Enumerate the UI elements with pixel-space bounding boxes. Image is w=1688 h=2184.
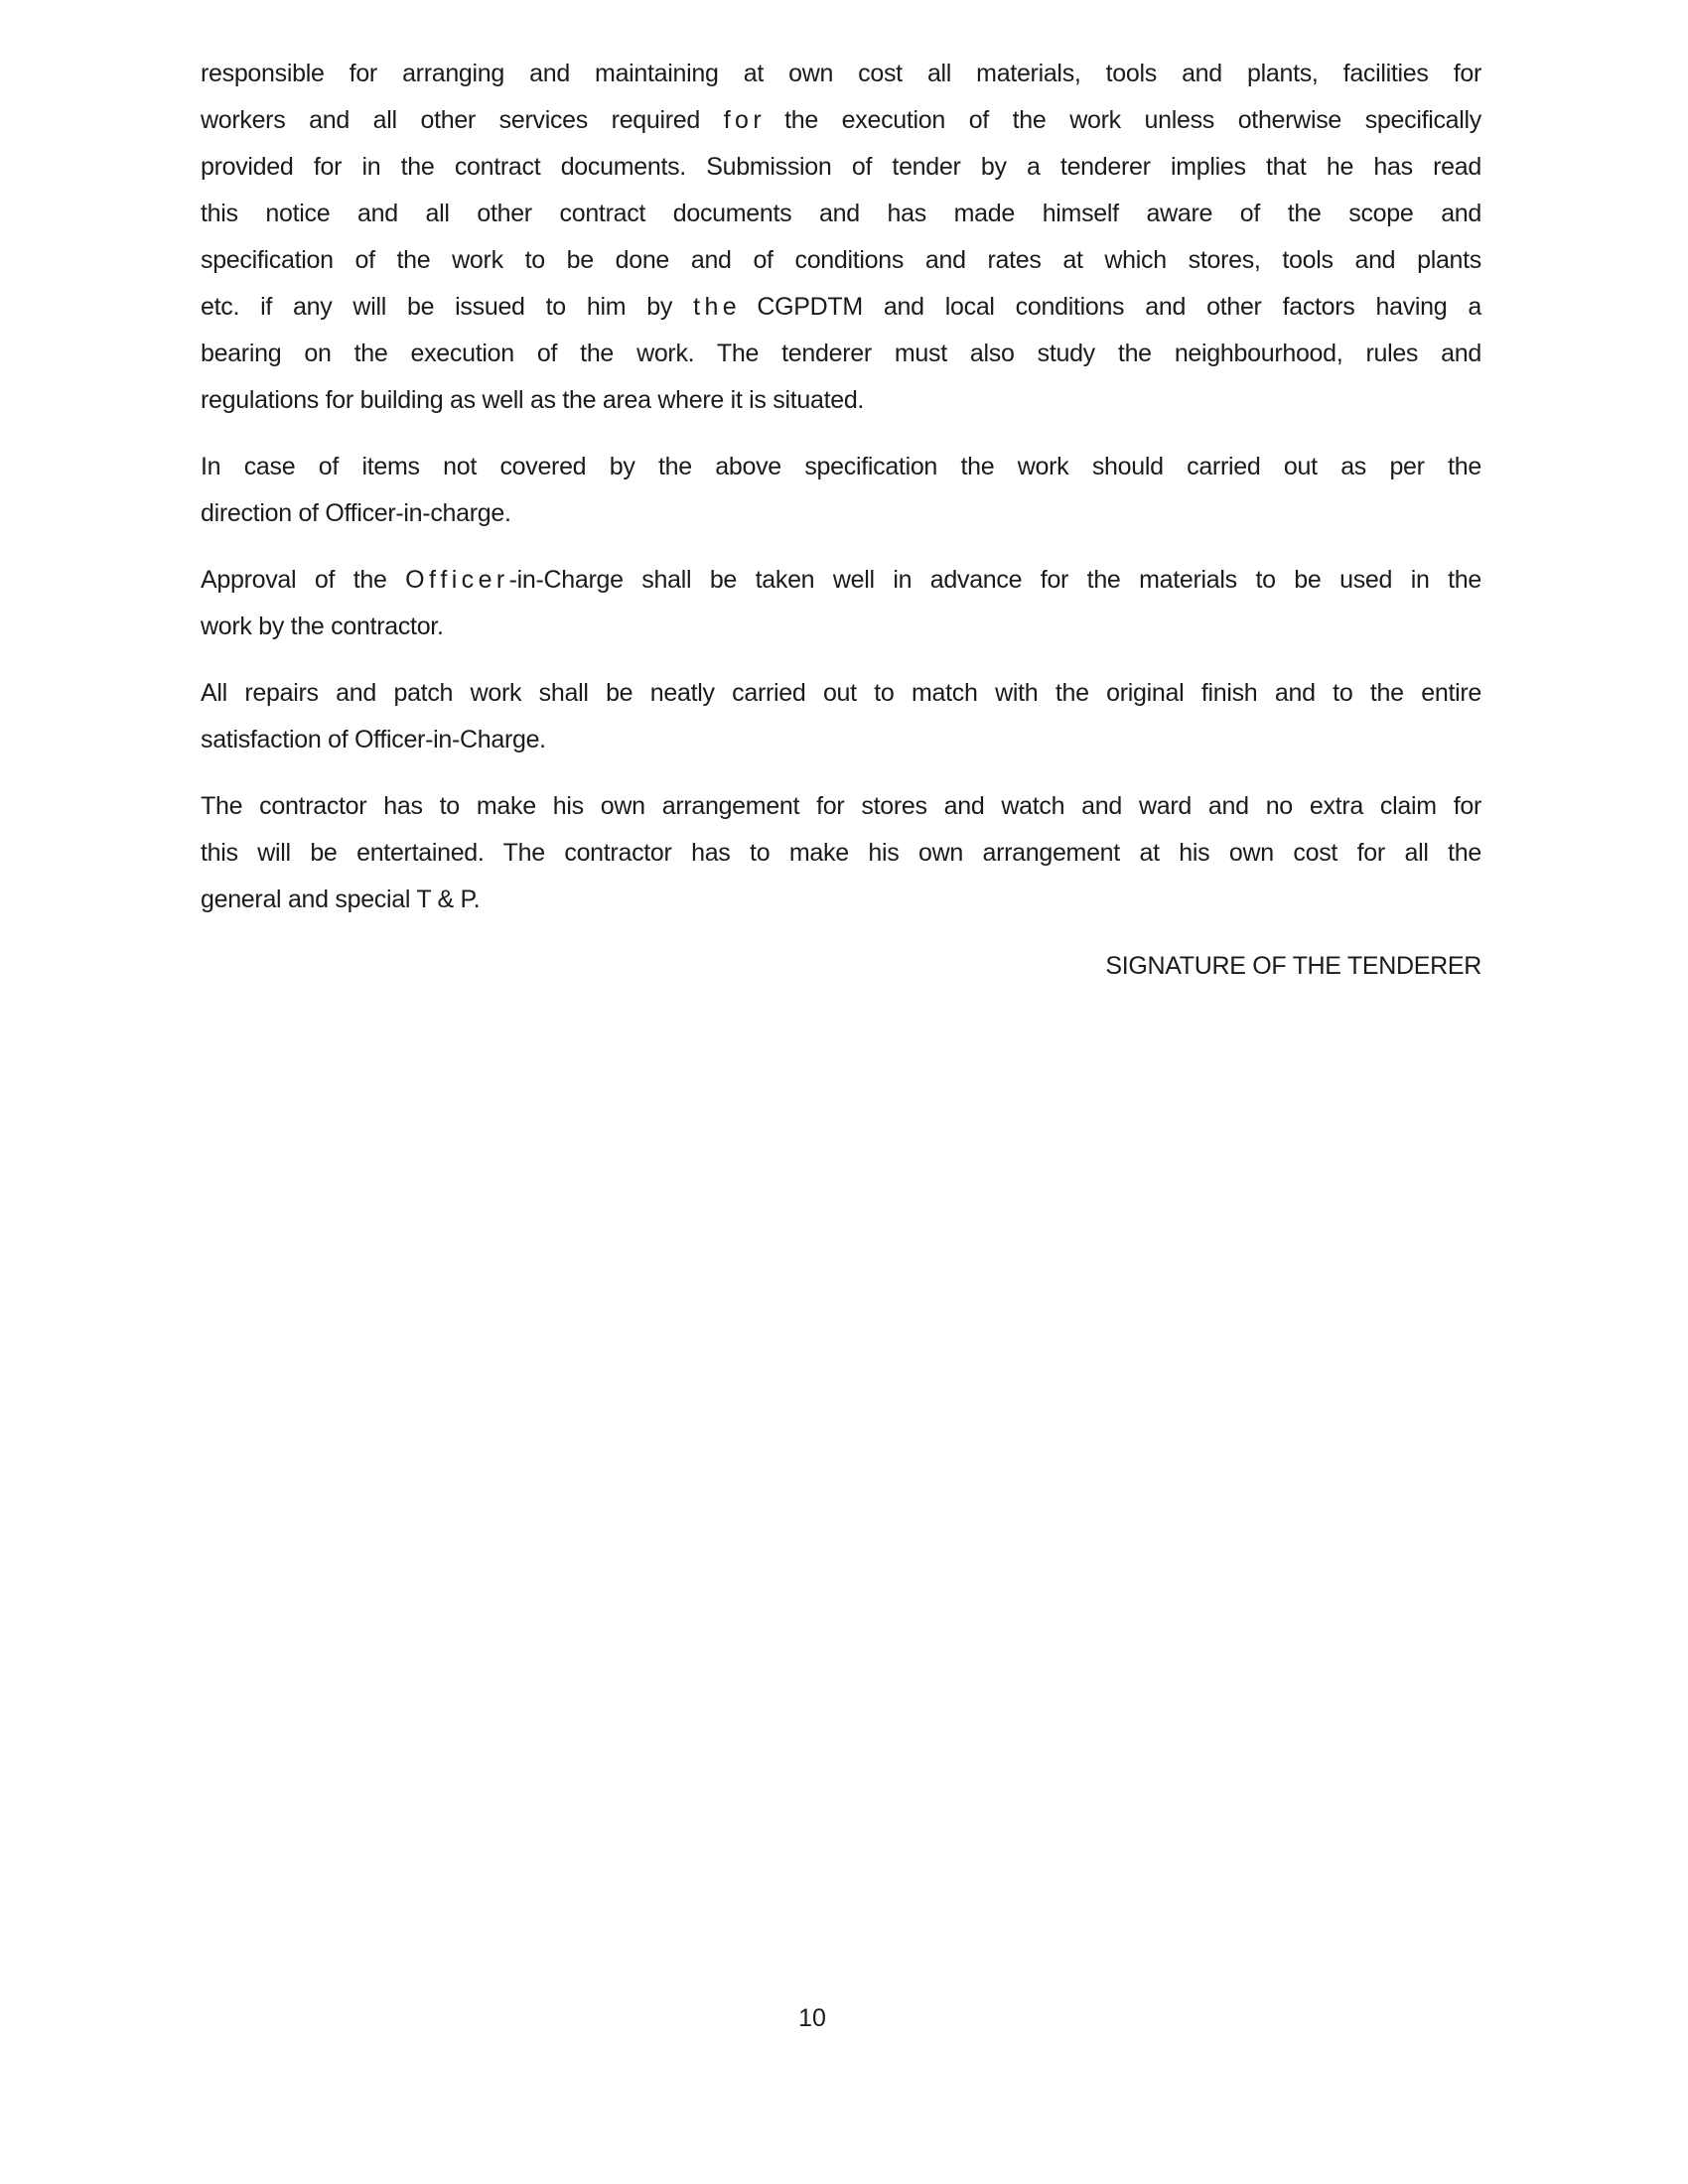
page-number: 10 bbox=[798, 2004, 826, 2032]
paragraph bbox=[201, 557, 1481, 650]
document-body bbox=[201, 51, 1481, 990]
text-line: this will be entertained. The contractor has to make his own arrangement at his own cost for all the bbox=[201, 839, 1481, 867]
paragraphs-container bbox=[201, 51, 1481, 923]
paragraph bbox=[201, 51, 1481, 424]
text-line: All repairs and patch work shall be neatly carried out to match with the original finish and to the entire bbox=[201, 679, 1481, 707]
paragraph bbox=[201, 783, 1481, 923]
text-line: Approval of the O f f i c e r -in-Charge shall be taken well in advance for the materials to be used in the bbox=[201, 566, 1481, 594]
text-line: general and special T & P. bbox=[201, 886, 481, 913]
text-line: workers and all other services required f o r the execution of the work unless otherwise specifically bbox=[201, 106, 1481, 134]
text-line: work by the contractor. bbox=[201, 613, 444, 640]
paragraph bbox=[201, 670, 1481, 763]
text-line: bearing on the execution of the work. The tenderer must also study the neighbourhood, rules and bbox=[201, 340, 1481, 367]
text-line: specification of the work to be done and of conditions and rates at which stores, tools and plants bbox=[201, 246, 1481, 274]
text-line: In case of items not covered by the above specification the work should carried out as per the bbox=[201, 453, 1481, 480]
signature-line: SIGNATURE OF THE TENDERER bbox=[1105, 952, 1481, 980]
text-line: this notice and all other contract documents and has made himself aware of the scope and bbox=[201, 200, 1481, 227]
text-line: The contractor has to make his own arrangement for stores and watch and ward and no extra claim for bbox=[201, 792, 1481, 820]
text-line: responsible for arranging and maintaining at own cost all materials, tools and plants, facilities for bbox=[201, 60, 1481, 87]
text-line: provided for in the contract documents. Submission of tender by a tenderer implies that he has read bbox=[201, 153, 1481, 181]
text-line: satisfaction of Officer-in-Charge. bbox=[201, 726, 546, 753]
text-line: etc. if any will be issued to him by t h e CGPDTM and local conditions and other factors having a bbox=[201, 293, 1481, 321]
text-line: direction of Officer-in-charge. bbox=[201, 499, 511, 527]
text-line: regulations for building as well as the area where it is situated. bbox=[201, 386, 865, 414]
paragraph bbox=[201, 444, 1481, 537]
